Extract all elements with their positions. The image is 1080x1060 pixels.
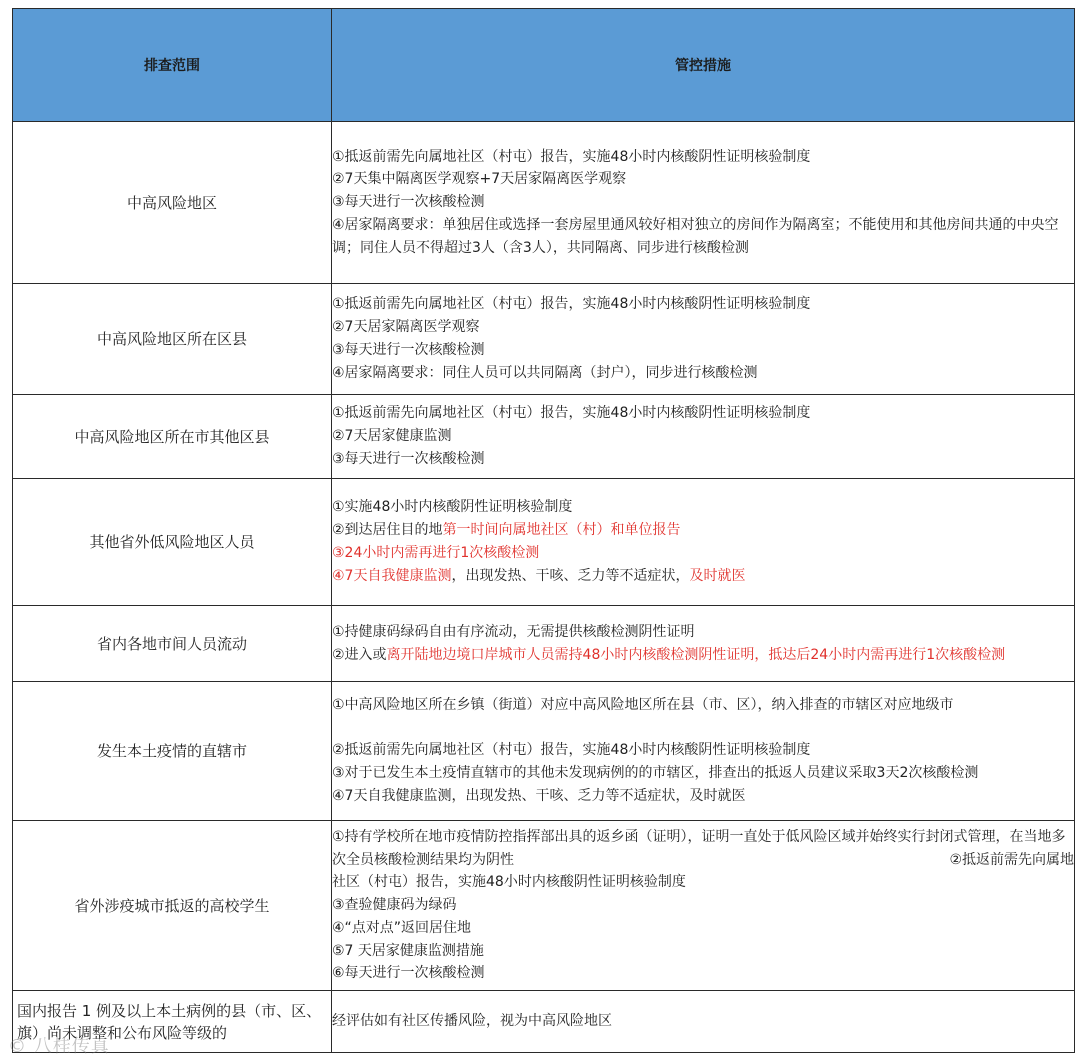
- scope-cell: 其他省外低风险地区人员: [13, 479, 332, 606]
- table-row: [13, 479, 1075, 606]
- measure-line: ②抵返前需先向属地社区（村屯）报告，实施48小时内核酸阴性证明核验制度: [332, 742, 811, 759]
- measure-text: ②到达居住目的地: [332, 522, 443, 539]
- measure-line: ①抵返前需先向属地社区（村屯）报告，实施48小时内核酸阴性证明核验制度: [332, 296, 811, 313]
- measure-line: ③每天进行一次核酸检测: [332, 342, 485, 358]
- measure-text: ②进入或: [332, 646, 387, 663]
- watermark: © 八桂传真: [8, 1036, 110, 1057]
- table-row: [13, 991, 1075, 1053]
- measures-cell: [332, 606, 1075, 682]
- scope-cell: 国内报告 1 例及以上本土病例的县（市、区、旗）尚未调整和公布风险等级的: [13, 991, 332, 1053]
- measure-line: ③查验健康码为绿码: [332, 897, 457, 914]
- scope-cell: 中高风险地区所在市其他区县: [13, 395, 332, 479]
- measure-line: ①抵返前需先向属地社区（村屯）报告，实施48小时内核酸阴性证明核验制度: [332, 405, 811, 422]
- measure-line: ②7天居家隔离医学观察: [332, 319, 480, 336]
- scope-cell: 省内各地市间人员流动: [13, 606, 332, 682]
- table-row: [13, 821, 1075, 991]
- measures-cell: [332, 395, 1075, 479]
- measures-cell: [332, 991, 1075, 1053]
- measure-line: ④“点对点”返回居住地: [332, 919, 472, 936]
- measure-highlight: 及时就医: [689, 567, 746, 584]
- header-scope: 排查范围: [13, 9, 332, 122]
- scope-cell: 中高风险地区所在区县: [13, 284, 332, 395]
- measure-line: 经评估如有社区传播风险，视为中高风险地区: [332, 1013, 612, 1030]
- table-row: [13, 682, 1075, 821]
- measures-cell: [332, 479, 1075, 606]
- measure-line: ②7天居家健康监测: [332, 428, 452, 445]
- measure-line: ⑤7 天居家健康监测措施: [332, 942, 484, 959]
- table-row: [13, 284, 1075, 395]
- scope-cell: 发生本土疫情的直辖市: [13, 682, 332, 821]
- measure-highlight: ③24小时内需再进行1次核酸检测: [332, 545, 540, 561]
- measures-cell: [332, 284, 1075, 395]
- measure-line: ①持健康码绿码自由有序流动，无需提供核酸检测阴性证明: [332, 623, 695, 640]
- line-spacer: [332, 717, 1074, 739]
- measure-line: ③每天进行一次核酸检测: [332, 194, 485, 211]
- measure-highlight: ④7天自我健康监测: [332, 567, 452, 584]
- measure-line: [332, 565, 1074, 588]
- measure-text: ②抵返前需先向属地: [949, 851, 1074, 868]
- measure-line: [332, 519, 1074, 542]
- measure-line: ③对于已发生本土疫情直辖市的其他未发现病例的的市辖区，排查出的抵返人员建议采取3天2次核酸检测: [332, 765, 979, 781]
- measure-line: ⑥每天进行一次核酸检测: [332, 965, 485, 982]
- measure-highlight: 离开陆地边境口岸城市人员需持48小时内核酸检测阴性证明，抵达后24小时内需再进行1次核酸检测: [386, 646, 1006, 663]
- measure-highlight: 第一时间向属地社区（村）和单位报告: [442, 522, 681, 539]
- measure-line: ④居家隔离要求：单独居住或选择一套房屋里通风较好相对独立的房间作为隔离室；不能使用和其他房间共通的中央空调；同住人员不得超过3人（含3人），共同隔离、同步进行核酸检测: [332, 216, 1059, 256]
- measure-line: [332, 644, 1074, 667]
- table-row: [13, 606, 1075, 682]
- header-measures: 管控措施: [332, 9, 1075, 122]
- scope-cell: 中高风险地区: [13, 122, 332, 284]
- table-header-row: [13, 9, 1075, 122]
- table-row: [13, 122, 1075, 284]
- table-row: [13, 395, 1075, 479]
- measure-line: ④居家隔离要求：同住人员可以共同隔离（封户），同步进行核酸检测: [332, 364, 758, 381]
- measure-line: ③每天进行一次核酸检测: [332, 450, 485, 467]
- measure-line: ①中高风险地区所在乡镇（街道）对应中高风险地区所在县（市、区），纳入排查的市辖区对应地级市: [332, 697, 954, 714]
- measure-text: ，出现发热、干咳、乏力等不适症状，: [451, 567, 690, 584]
- measure-line: [332, 826, 1074, 872]
- scope-cell: 省外涉疫城市抵返的高校学生: [13, 821, 332, 991]
- measure-line: 社区（村屯）报告，实施48小时内核酸阴性证明核验制度: [332, 874, 686, 891]
- measure-line: ①抵返前需先向属地社区（村屯）报告，实施48小时内核酸阴性证明核验制度: [332, 148, 811, 165]
- measure-text: ①持有学校所在地市疫情防控指挥部出具的返乡函（证明），证明一直处于低风险区域并始终实行封闭式管理，在当地多次全员核酸检测结果均为阴性: [332, 828, 1066, 868]
- measure-line: ④7天自我健康监测，出现发热、干咳、乏力等不适症状，及时就医: [332, 787, 746, 804]
- measure-line: ②7天集中隔离医学观察+7天居家隔离医学观察: [332, 171, 627, 188]
- measure-line: ①实施48小时内核酸阴性证明核验制度: [332, 499, 573, 516]
- policy-table: [12, 8, 1075, 1053]
- measures-cell: [332, 682, 1075, 821]
- measures-cell: [332, 122, 1075, 284]
- measures-cell: [332, 821, 1075, 991]
